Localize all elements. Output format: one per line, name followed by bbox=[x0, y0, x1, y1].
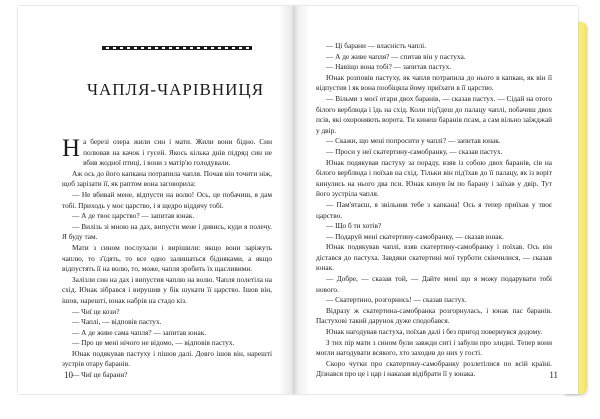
paragraph: — Подаруй мені скатертину-самобранку, — сказав юнак. bbox=[326, 231, 504, 241]
paragraph: — А де живе чапля? — спитав він у пастуха. bbox=[326, 51, 466, 61]
paragraph: Юнак нагодував пастуха, поїхав далі і без пригод повернувся додому. bbox=[326, 327, 543, 337]
paragraph: На березі озера жили син і мати. Жили вони бідно. Син полював на качок і гусей. Якось кілька днів підряд син не вбив жодної птиці, і вони з матір'ю голодували. bbox=[62, 135, 272, 168]
paragraph: — Не вбивай мене, відпусти на волю! Ось, це побачиш, я дам тобі. Приходь у моє царство, і я щедро віддячу тобі. bbox=[62, 189, 272, 210]
paragraph: — Що б ти хотів? bbox=[326, 221, 382, 231]
paragraph: — Добре, — сказав той, — Дайте мені що я можу подарувати тобі нового. bbox=[316, 274, 552, 294]
right-page-text bbox=[316, 41, 552, 380]
paragraph: — Навіщо вона тобі? — запитав пастух. bbox=[326, 62, 452, 72]
paragraph: — Ці барани — власність чаплі. bbox=[326, 41, 427, 50]
paragraph: Відразу ж скатертина-самобранка розгорнулась, і юнак пас баранів. Пастухові такий дарунок дуже сподобався. bbox=[316, 305, 552, 326]
paragraph: — Скажи, що мені попросити у чаплі? — запитав юнак. bbox=[326, 136, 501, 146]
paragraph: Залізли син на дах і випустив чаплю на волю. Чапля полетіла на схід. Юнак зібрався і вирушив у бік шукати її царство. Ішов він, ішов, нарешті, юнак набрів на стадо кіз. bbox=[62, 274, 272, 305]
left-page bbox=[18, 6, 295, 394]
paragraph: Юнак подякував чаплі, взяв скатертину-самобранку і поїхав. Ось він дістався до пастуха. Завдяки скатертині мої турботи скінчилися, — сказав юнак. bbox=[316, 242, 552, 273]
chapter-title: ЧАПЛЯ-ЧАРІВНИЦЯ bbox=[86, 80, 265, 99]
paragraph: — Чиї це барани? bbox=[72, 370, 128, 380]
paragraph: Мати з сином послухали і вирішили: якщо вони заріжуть чаплю, то з'їдять, то все одно залишаться бідняками, а якщо відпустять її на волю, то, може, чапля зробить їх щасливими. bbox=[62, 242, 272, 274]
right-page bbox=[294, 6, 578, 394]
paragraph: — Вільми з моєї отари двох баранів, — сказав пастух. — Сідай на отого білого верблюда і їдь на схід. Коли під'їдеш до палацу чаплі, побачиш двох псів, які охороняють ворота. Ти кинеш баранів псам, а сам вільно заїжджай у двір. bbox=[316, 93, 552, 135]
paragraph: З тих пір мати з сином були завжди ситі і забули про злидні. Тепер вони могли нагодувати всякого, хто заходив до них у гості. bbox=[316, 337, 552, 358]
paragraph: Юнак розповів пастуху, як чапля потрапила до нього в капкан, як він її відпустив і як вона пообіцяла йому приїхати в її царство. bbox=[316, 72, 552, 93]
left-page-text bbox=[62, 137, 272, 381]
paragraph: Скоро чутки про скатертину-самобранку розлетілися по всій країні. Дізнався про це і цар і наказав відібрати її у юнака. bbox=[316, 358, 552, 379]
chapter-ornament bbox=[102, 44, 252, 52]
page-number: 10 bbox=[64, 370, 73, 380]
paragraph: — Чиї це кози? bbox=[72, 306, 120, 316]
paragraph: — Чаплі, — відповів пастух. bbox=[72, 317, 162, 327]
page-number: 11 bbox=[549, 370, 558, 380]
paragraph: Аж ось до його капкана потрапила чапля. Почав він точити ніж, щоб зарізати її, як раптом вона заговорила: bbox=[62, 168, 272, 189]
paragraph: — Скатертино, розгорнись! — сказав пастух. bbox=[326, 295, 467, 305]
open-book bbox=[18, 6, 578, 394]
paragraph: — Про це мені нічого не відомо, — відповів пастух. bbox=[72, 338, 235, 348]
paragraph: Юнак подякував пастуху за пораду, взяв із собою двох баранів, сів на білого верблюда і поїхав на схід. Тільки він під'їхав до її палацу, як із воріт кинулись на нього два пси. Юнак кинув їм по барану і заїхав у двір. Тут його зустріла чапля. bbox=[316, 157, 552, 199]
paragraph: — А де живе сама чапля? — запитав юнак. bbox=[72, 327, 207, 337]
paragraph: Юнак подякував пастуху і пішов далі. Довго ішов він, нарешті зустрів отару баранів. bbox=[62, 348, 272, 369]
paragraph: — Вилізь зі мною на дах, випусти мене і дивись, куди я полечу. Я буду там. bbox=[62, 221, 272, 242]
drop-cap: Н bbox=[62, 135, 81, 162]
paragraph: — А де твоє царство? — запитав юнак. bbox=[72, 211, 195, 221]
paragraph: — Проси у неї скатертину-самобранку, — сказав пастух. bbox=[326, 146, 503, 156]
paragraph: — Пам'ятаєш, я звільнив тебе з капкана! Ось я тепер приїхав у твоє царство. bbox=[316, 199, 552, 220]
